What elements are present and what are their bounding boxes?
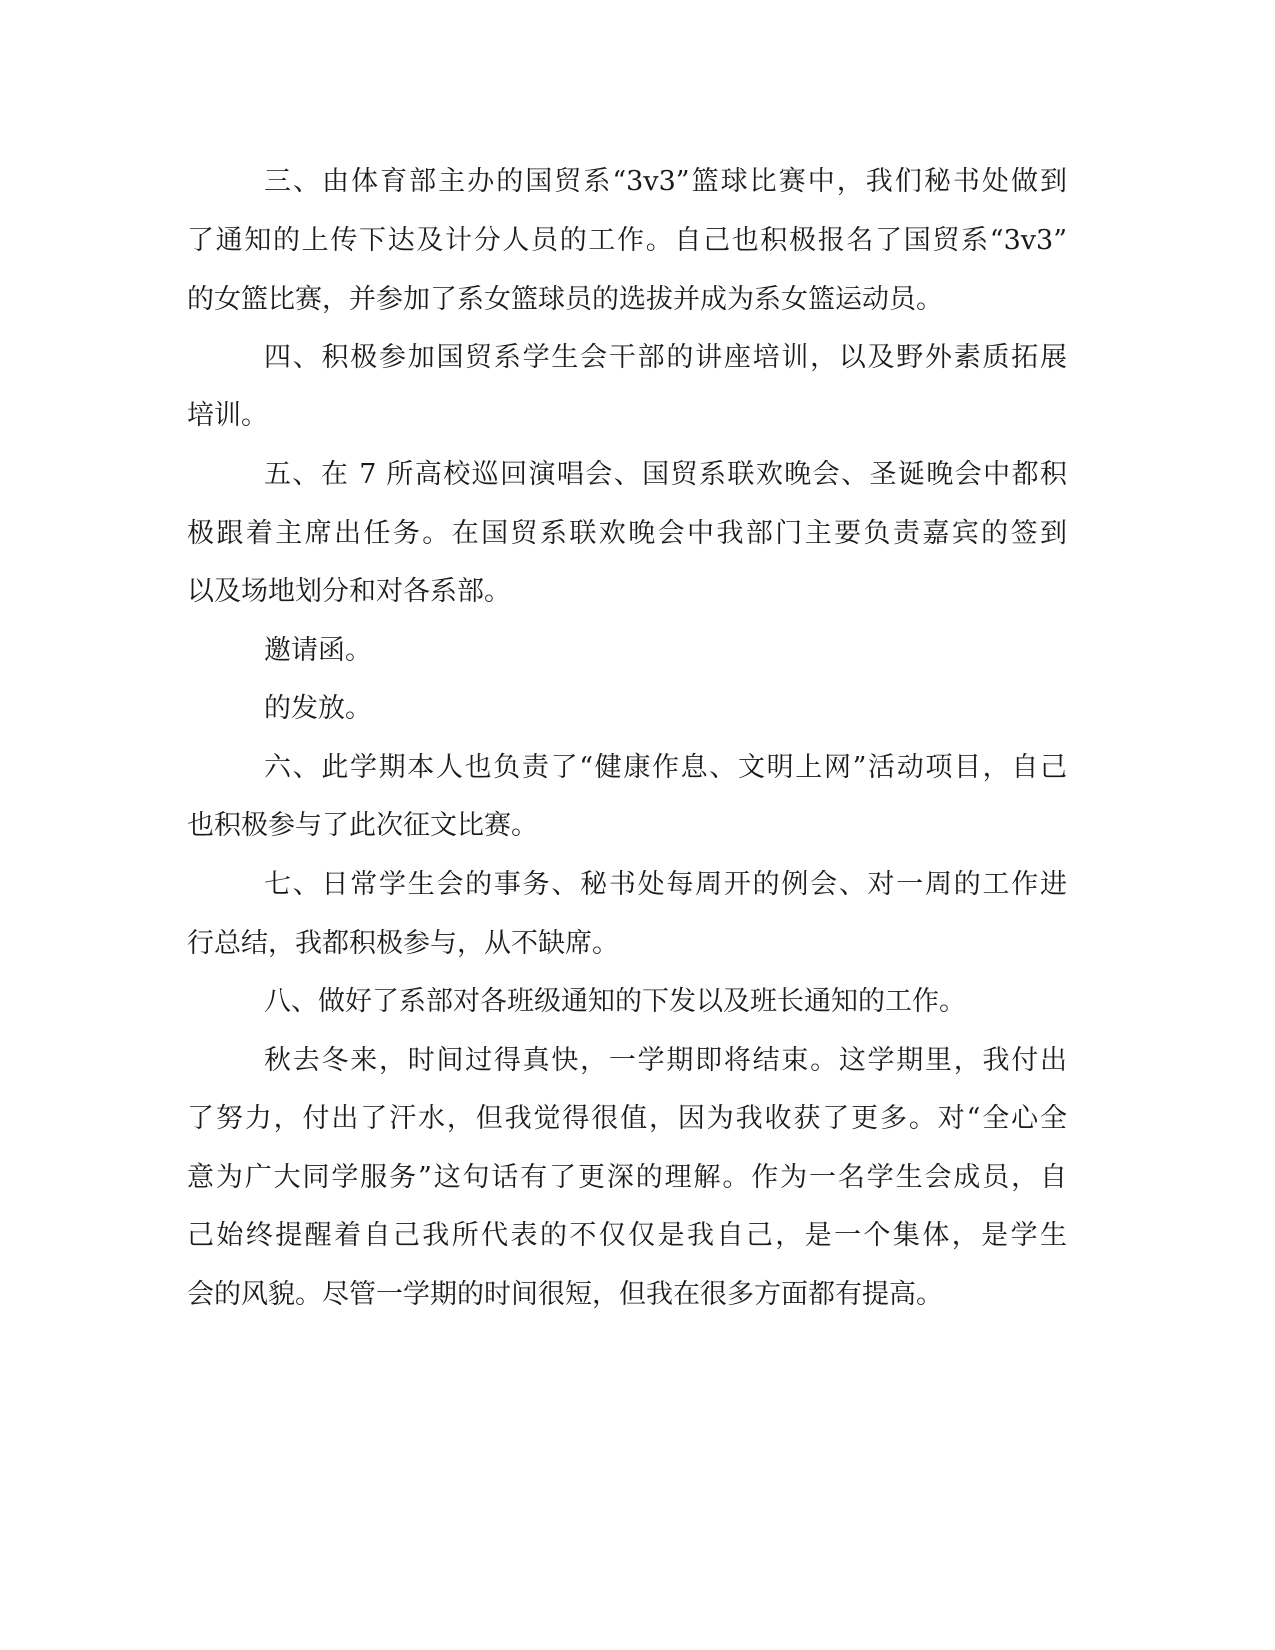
text-line: 邀请函。 xyxy=(264,635,372,666)
text-line: 的发放。 xyxy=(264,693,372,724)
text-line: 六、此学期本人也负责了“健康作息、文明上网”活动项目，自己 xyxy=(264,752,1067,783)
text-line: 三、由体育部主办的国贸系“3v3”篮球比赛中，我们秘书处做到 xyxy=(264,166,1067,197)
text-line: 会的风貌。尽管一学期的时间很短，但我在很多方面都有提高。 xyxy=(187,1279,943,1310)
text-line: 己始终提醒着自己我所代表的不仅仅是我自己，是一个集体，是学生 xyxy=(187,1220,1067,1251)
text-line: 也积极参与了此次征文比赛。 xyxy=(187,810,538,841)
text-line: 行总结，我都积极参与，从不缺席。 xyxy=(187,928,619,959)
text-line: 八、做好了系部对各班级通知的下发以及班长通知的工作。 xyxy=(264,986,966,1017)
text-line: 四、积极参加国贸系学生会干部的讲座培训，以及野外素质拓展 xyxy=(264,342,1067,373)
text-line: 以及场地划分和对各系部。 xyxy=(187,576,511,607)
text-line: 极跟着主席出任务。在国贸系联欢晚会中我部门主要负责嘉宾的签到 xyxy=(187,518,1067,549)
text-line: 的女篮比赛，并参加了系女篮球员的选拔并成为系女篮运动员。 xyxy=(187,284,943,315)
text-line: 七、日常学生会的事务、秘书处每周开的例会、对一周的工作进 xyxy=(264,869,1067,900)
text-line: 了通知的上传下达及计分人员的工作。自己也积极报名了国贸系“3v3” xyxy=(187,225,1067,256)
text-line: 意为广大同学服务”这句话有了更深的理解。作为一名学生会成员，自 xyxy=(187,1162,1067,1193)
text-line: 秋去冬来，时间过得真快，一学期即将结束。这学期里，我付出 xyxy=(264,1045,1067,1076)
text-line: 五、在 7 所高校巡回演唱会、国贸系联欢晚会、圣诞晚会中都积 xyxy=(264,459,1067,490)
text-line: 培训。 xyxy=(187,400,268,431)
text-line: 了努力，付出了汗水，但我觉得很值，因为我收获了更多。对“全心全 xyxy=(187,1103,1067,1134)
